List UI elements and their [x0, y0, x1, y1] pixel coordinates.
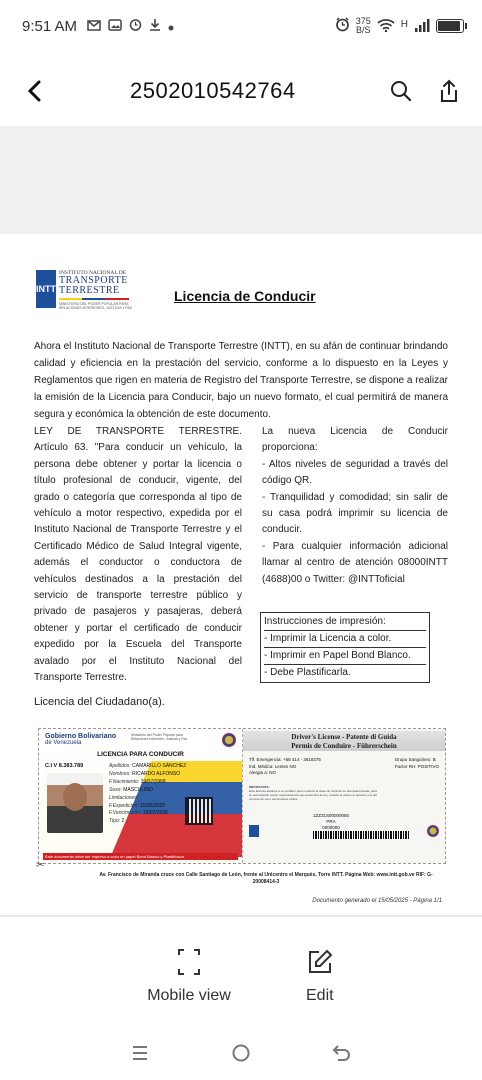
flag-stripes — [59, 298, 129, 300]
document-page[interactable] — [0, 234, 482, 916]
intt-logo-line3: MINISTERIO DEL PODER POPULAR PARA RELACIONES INTERIORES, JUSTICIA Y PAZ — [59, 302, 132, 310]
document-address: Av. Francisco de Miranda cruce con Calle Santiago de León, frente al Unicentro el Marqués, Torre INTT. Página Web: www.intt.gob.ve RIF: G-20008414-3 — [99, 872, 433, 885]
license-field: F.Nacimiento: 19/07/1968 — [109, 778, 166, 785]
navigation-bar — [0, 1026, 482, 1080]
battery-icon — [436, 19, 464, 33]
license-back-codes: 1ZZ31S00000050 PRA 0000000 — [313, 813, 350, 830]
status-time: 9:51 AM — [22, 17, 78, 35]
gmail-icon — [87, 19, 101, 34]
system-icons — [335, 17, 464, 35]
network-speed — [356, 17, 371, 35]
alarm-icon — [335, 17, 350, 35]
license-field: F.Expedición: 15/05/2025 — [109, 802, 166, 809]
license-field: Tipo: 2 — [109, 818, 125, 825]
back-fields-right: Grupo Sanguíneo: B Factor RH: POSITIVO — [394, 757, 439, 769]
network-speed-unit: B/S — [355, 25, 371, 35]
app-bar — [0, 60, 482, 122]
document-viewer-background — [0, 126, 482, 234]
back-fields-left: Tlf. Emergencia: +58 414 - 3619375 Ind. Médica: Lentes NO Alergia a: NO — [249, 757, 321, 775]
back-nav-icon[interactable] — [330, 1041, 354, 1065]
intt-small-logo — [249, 825, 259, 837]
document-heading: Licencia de Conducir — [174, 288, 316, 304]
qr-code-icon — [185, 797, 213, 825]
network-speed-value: 375 — [355, 16, 371, 26]
license-back-note: IMPORTANTE: Este licencia autoriza a su portador para conducir la clase de vehículo su ella determinada, para su autorización según requerimientos que determina la Ley, cuando el mismo lo autorice y la del expreso de vía o documentos civiles. — [249, 785, 377, 801]
recent-apps-icon[interactable] — [128, 1041, 152, 1065]
barcode-icon — [313, 831, 409, 839]
license-field: Nombres: RICARDO ALFONSO — [109, 770, 181, 777]
license-back-title1: Driver's License - Patente di Guida — [291, 733, 397, 741]
coat-of-arms-icon — [427, 825, 439, 837]
photo-icon — [108, 19, 122, 34]
back-arrow-icon[interactable] — [20, 77, 48, 105]
intt-logo — [36, 270, 140, 310]
benefits-intro: La nueva Licencia de Conducir proporciona: — [262, 426, 448, 454]
search-icon[interactable] — [388, 78, 414, 104]
edit-icon — [305, 947, 335, 977]
license-front — [39, 729, 243, 863]
intt-logo-line2b: TERRESTRE — [59, 285, 120, 296]
dot-icon — [168, 19, 174, 34]
license-back-fields — [249, 757, 439, 777]
bottom-action-bar — [0, 916, 482, 1026]
document-title: 2502010542764 — [130, 78, 296, 103]
edit-label: Edit — [306, 987, 334, 1004]
document-generated-date: Documento generado el 15/05/2025 - Página 1/1 — [312, 898, 442, 904]
license-card — [38, 728, 446, 864]
network-type: H — [400, 19, 408, 30]
license-back — [243, 729, 445, 863]
home-icon[interactable] — [229, 1041, 253, 1065]
license-photo — [47, 773, 103, 833]
benefits-column — [262, 424, 448, 588]
intt-badge: INTT — [36, 270, 56, 308]
share-icon[interactable] — [436, 78, 462, 104]
status-bar — [0, 0, 482, 52]
print-instructions-title: Instrucciones de impresión: — [264, 616, 386, 627]
notification-icons — [87, 18, 174, 34]
benefit-item: - Para cualquier información adicional llamar al centro de atención 08000INTT (4688)00 o Twitter: @INTToficial — [262, 540, 448, 585]
intt-logo-line1: INSTITUTO NACIONAL DE — [59, 270, 127, 276]
scissors-icon: ✂ — [36, 860, 45, 871]
mobile-view-icon — [174, 947, 204, 977]
mobile-view-button[interactable] — [147, 947, 231, 1026]
citizen-license-label: Licencia del Ciudadano(a). — [34, 696, 165, 708]
benefit-item: - Altos niveles de seguridad a través del código QR. — [262, 458, 448, 487]
government-logo — [45, 733, 116, 746]
license-field: Limitaciones: — [109, 794, 139, 801]
benefit-item: - Tranquilidad y comodidad; sin salir de su casa podrá imprimir su licencia de conducir. — [262, 491, 448, 536]
license-field: F.Vencimiento: 19/07/2035 — [109, 810, 168, 817]
license-ci: C.I V 8.383.789 — [45, 763, 84, 769]
license-field: Apellidos: CAMARILLO SANCHEZ — [109, 763, 187, 769]
document-intro: Ahora el Instituto Nacional de Transporte Terrestre (INTT), en su afán de continuar brindando calidad y eficiencia en la prestación del servicio, conforme a lo dispuesto en la Leyes y Reglamentos que rigen en materia de Registro del Transporte Terrestre, se dispone a realizar la emisión de la Licencia para Conducir, bajo un nuevo formato, el cual permitirá de manera segura y económica la obtención de este documento. — [34, 341, 448, 420]
license-footer-note: Este documento debe ser impreso a color en papel Bond Blanco y Plastificado — [43, 853, 238, 860]
document-header — [36, 270, 446, 310]
print-instruction: - Imprimir la Licencia a color. — [264, 630, 426, 647]
license-back-title2: Permis de Conduire - Führerschein — [291, 742, 397, 750]
intt-logo-line2: TRANSPORTE — [59, 275, 128, 286]
app-bar-actions — [388, 78, 462, 104]
print-instruction: - Imprimir en Papel Bond Blanco. — [264, 647, 426, 664]
edit-button[interactable] — [305, 947, 335, 1026]
wifi-icon — [377, 18, 395, 35]
license-label: LICENCIA PARA CONDUCIR — [97, 751, 184, 758]
coat-of-arms-icon — [222, 733, 236, 747]
mobile-view-label: Mobile view — [147, 987, 231, 1004]
print-instructions-box — [260, 612, 430, 683]
gov-sub: de Venezuela — [45, 740, 82, 746]
alarm-icon — [129, 18, 142, 34]
signal-icon — [414, 18, 430, 35]
print-instruction: - Debe Plastificarla. — [264, 664, 426, 681]
gov-name: Gobierno Bolivariano — [45, 733, 117, 740]
law-article-text: LEY DE TRANSPORTE TERRESTRE. Artículo 63. "Para conducir un vehículo, la persona debe obtener y portar la licencia o título profesional de conducir, vigente, del grado o categoría que corresponda al tipo de vehículo a motor respectivo, expedida por el Instituto Nacional de Transporte Terrestre y el Certificado Médico de Salud Integral vigente, además el conductor o conductora de vehículos destinados a la prestación del servicio de transporte terrestre público y privado de pasajeros y pasajeras, deberá obtener y portar el certificado de conducir expedido por la Escuela del Transporte avalado por el Instituto Nacional del Transporte Terrestre. — [34, 426, 242, 684]
ministry-name: Ministerio del Poder Popular para Relaciones Interiores, Justicia y Paz — [131, 733, 188, 741]
license-field: Sexo: MASCULINO — [109, 786, 153, 793]
intt-logo-text — [59, 270, 140, 310]
license-fields — [109, 763, 186, 826]
download-icon — [149, 18, 161, 34]
